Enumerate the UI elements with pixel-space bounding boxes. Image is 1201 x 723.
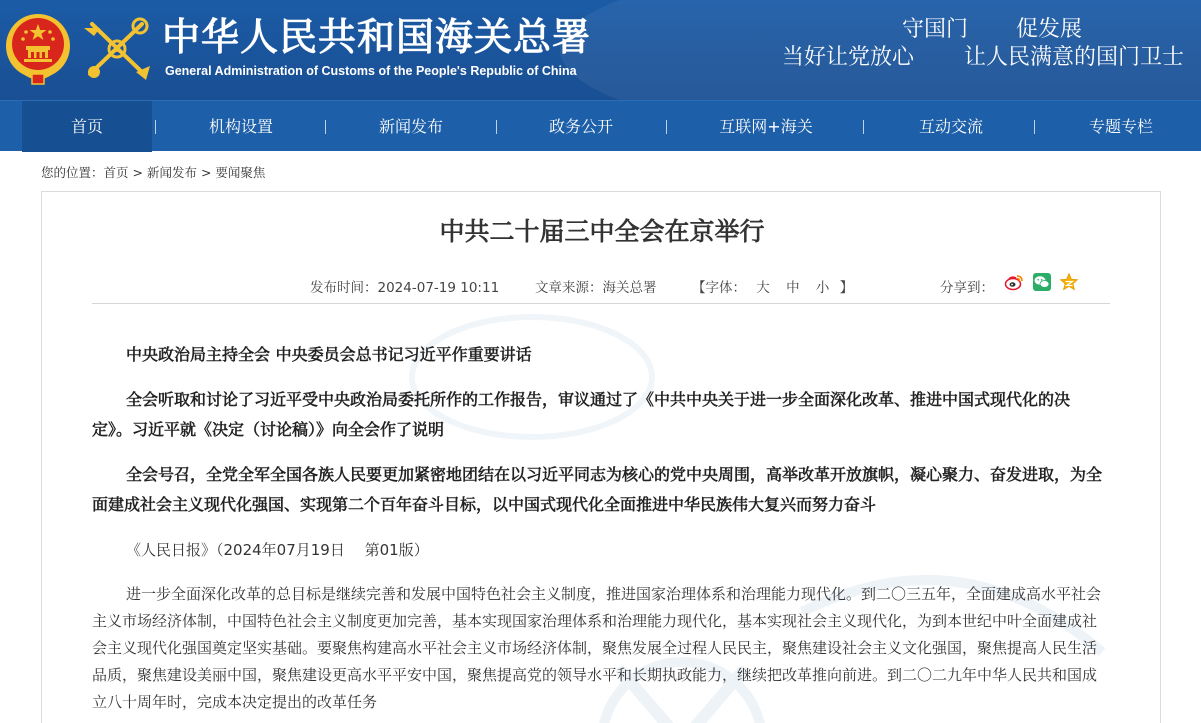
breadcrumb <box>41 163 265 181</box>
article-paragraph-source <box>92 535 1104 565</box>
source-value: 海关总署 <box>602 280 657 296</box>
nav-item-interaction[interactable]: 互动交流 <box>918 117 983 136</box>
nav-separator <box>325 120 326 134</box>
nav-item-news[interactable]: 新闻发布 <box>378 117 443 136</box>
slogan-guard-gate: 守国门 <box>902 17 969 42</box>
nav-separator <box>496 120 497 134</box>
paragraph-text: 全会号召，全党全军全国各族人民要更加紧密地团结在以习近平同志为核心的党中央周围，高举改革开放旗帜，凝心聚力、奋发进取，为全面建成社会主义现代化强国、实现第二个百年奋斗目标，以中国式现代化全面推进中华民族伟大复兴而努力奋斗 <box>92 465 1103 514</box>
paragraph-text: 进一步全面深化改革的总目标是继续完善和发展中国特色社会主义制度，推进国家治理体系和治理能力现代化。到二〇三五年，全面建成高水平社会主义市场经济体制，中国特色社会主义制度更加完善，基本实现国家治理体系和治理能力现代化，基本实现社会主义现代化，为到本世纪中叶全面建成社会主义现代化强国奠定坚实基础。要聚焦构建高水平社会主义市场经济体制，聚焦发展全过程人民民主，聚焦建设社会主义文化强国，聚焦提高人民生活品质，聚焦建设美丽中国，聚焦建设更高水平平安中国，聚焦提高党的领导水平和长期执政能力，继续把改革推向前进。到二〇二九年中华人民共和国成立八十周年时，完成本决定提出的改革任务 <box>92 585 1102 711</box>
article-title: 中共二十届三中全会在京举行 <box>439 217 765 246</box>
share-label: 分享到： <box>940 280 994 296</box>
breadcrumb-prefix: 您的位置： <box>41 165 104 180</box>
article-container <box>41 191 1161 723</box>
customs-logo-icon[interactable] <box>80 14 154 84</box>
main-nav <box>0 100 1201 151</box>
font-large-button[interactable]: 大 <box>756 280 770 296</box>
slogan-line-1 <box>902 12 1082 43</box>
wechat-icon[interactable] <box>1032 272 1052 292</box>
qzone-icon[interactable] <box>1059 272 1079 292</box>
article-paragraph-3 <box>92 460 1104 520</box>
slogan-party-trust: 当好让党放心 <box>782 45 915 70</box>
site-subtitle: General Administration of Customs of the People's Republic of China <box>165 64 577 78</box>
font-size-close: 】 <box>839 280 854 296</box>
nav-item-special-topics[interactable]: 专题专栏 <box>1088 117 1153 136</box>
breadcrumb-news[interactable]: 新闻发布 <box>146 165 197 180</box>
slogan-promote-development: 促发展 <box>1016 17 1083 42</box>
article-paragraph-2 <box>92 385 1104 445</box>
site-title: 中华人民共和国海关总署 <box>162 14 592 59</box>
nav-separator <box>863 120 864 134</box>
slogan-line-2 <box>782 40 1184 71</box>
publish-time-label: 发布时间： <box>310 280 378 296</box>
paragraph-text: 《人民日报》（2024年07月19日 第01版） <box>126 541 429 559</box>
nav-item-organization[interactable]: 机构设置 <box>208 117 273 136</box>
source-label: 文章来源： <box>535 280 603 296</box>
breadcrumb-separator: > <box>196 165 216 180</box>
breadcrumb-home[interactable]: 首页 <box>103 165 129 180</box>
weibo-icon[interactable] <box>1004 272 1024 292</box>
meta-divider <box>92 303 1110 304</box>
slogan-people-satisfied: 让人民满意的国门卫士 <box>964 45 1185 70</box>
site-header <box>0 0 1201 100</box>
nav-separator <box>1034 120 1035 134</box>
paragraph-text: 中央政治局主持全会 中央委员会总书记习近平作重要讲话 <box>126 345 532 364</box>
national-emblem-icon[interactable] <box>4 10 72 86</box>
publish-time-value: 2024-07-19 10:11 <box>377 280 500 296</box>
paragraph-text: 全会听取和讨论了习近平受中央政治局委托所作的工作报告，审议通过了《中共中央关于进一步全面深化改革、推进中国式现代化的决定》。习近平就《决定（讨论稿）》向全会作了说明 <box>92 390 1071 439</box>
nav-separator <box>666 120 667 134</box>
font-size-label: 【字体： <box>692 280 746 296</box>
nav-item-home[interactable]: 首页 <box>22 101 152 152</box>
breadcrumb-separator: > <box>128 165 147 180</box>
nav-separator <box>155 120 156 134</box>
nav-item-government-affairs[interactable]: 政务公开 <box>548 117 613 136</box>
breadcrumb-focus[interactable]: 要闻聚焦 <box>215 165 266 180</box>
article-paragraph-body <box>92 581 1104 716</box>
article-source <box>535 276 657 296</box>
nav-item-internet-customs[interactable]: 互联网+海关 <box>719 117 813 136</box>
font-small-button[interactable]: 小 <box>815 280 830 296</box>
font-size-control <box>692 276 853 296</box>
publish-time <box>310 276 499 296</box>
article-paragraph-1 <box>92 340 1104 370</box>
font-medium-button[interactable]: 中 <box>786 280 800 296</box>
